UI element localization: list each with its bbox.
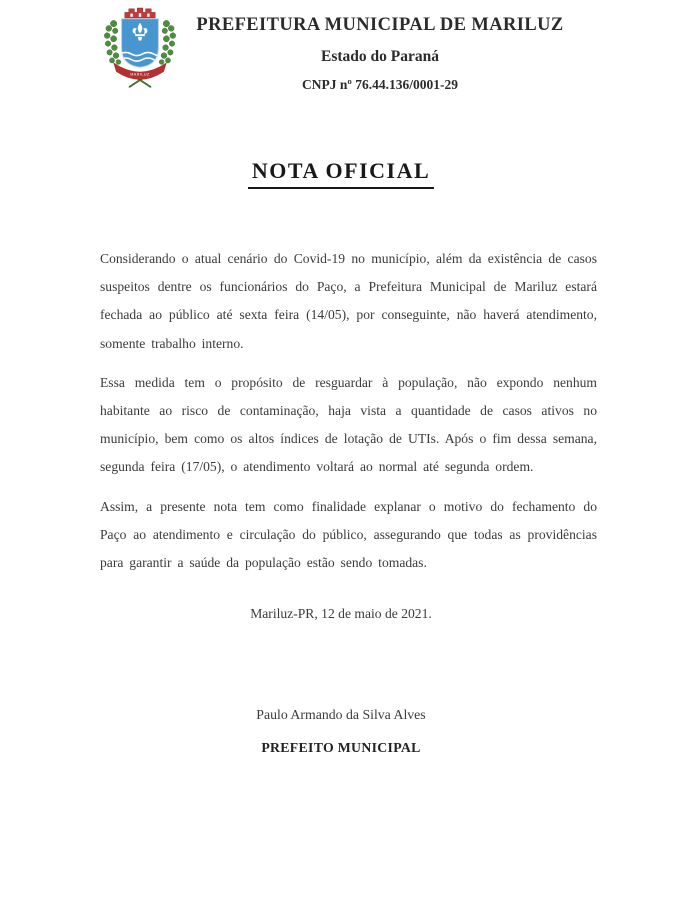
paragraph-3: Assim, a presente nota tem como finalidade explanar o motivo do fechamento do Paço ao atendimento e circulação do público, assegurando que todas as providências para garantir a saúde da população estão sendo tomadas. (100, 498, 597, 571)
paragraph-2: Essa medida tem o propósito de resguardar à população, não expondo nenhum habitante ao risco de contaminação, haja vista a quantidade de casos ativos no município, bem como os altos índices de lotação de UTIs. Após o fim dessa semana, segunda feira (17/05), o atendimento voltará ao normal até segunda ordem. (100, 374, 597, 475)
signatory-name: Paulo Armando da Silva Alves (256, 707, 426, 722)
letterhead-text (178, 15, 582, 93)
laurel-branch-right (159, 20, 175, 64)
document-body (100, 245, 597, 588)
paragraph-1: Considerando o atual cenário do Covid-19 no município, além da existência de casos suspeitos dentre os funcionários do Paço, a Prefeitura Municipal de Mariluz estará fechada ao público até sexta feira (14/05), por conseguinte, não haverá atendimento, somente trabalho interno. (100, 251, 597, 351)
state-line: Estado do Paraná (321, 48, 439, 65)
title-row (0, 158, 682, 189)
document-title: NOTA OFICIAL (248, 158, 434, 189)
mariluz-coat-of-arms-icon (100, 5, 180, 91)
mural-crown-icon (125, 8, 155, 18)
cnpj-line: CNPJ nº 76.44.136/0001-29 (302, 77, 458, 92)
signatory-role: PREFEITO MUNICIPAL (261, 740, 421, 755)
organization-name: PREFEITURA MUNICIPAL DE MARILUZ (196, 15, 564, 35)
dateline: Mariluz-PR, 12 de maio de 2021. (250, 606, 432, 621)
laurel-branch-left (104, 20, 120, 64)
ribbon-text: MARILUZ (130, 72, 150, 77)
letterhead (0, 5, 682, 105)
shield-icon (120, 19, 165, 67)
